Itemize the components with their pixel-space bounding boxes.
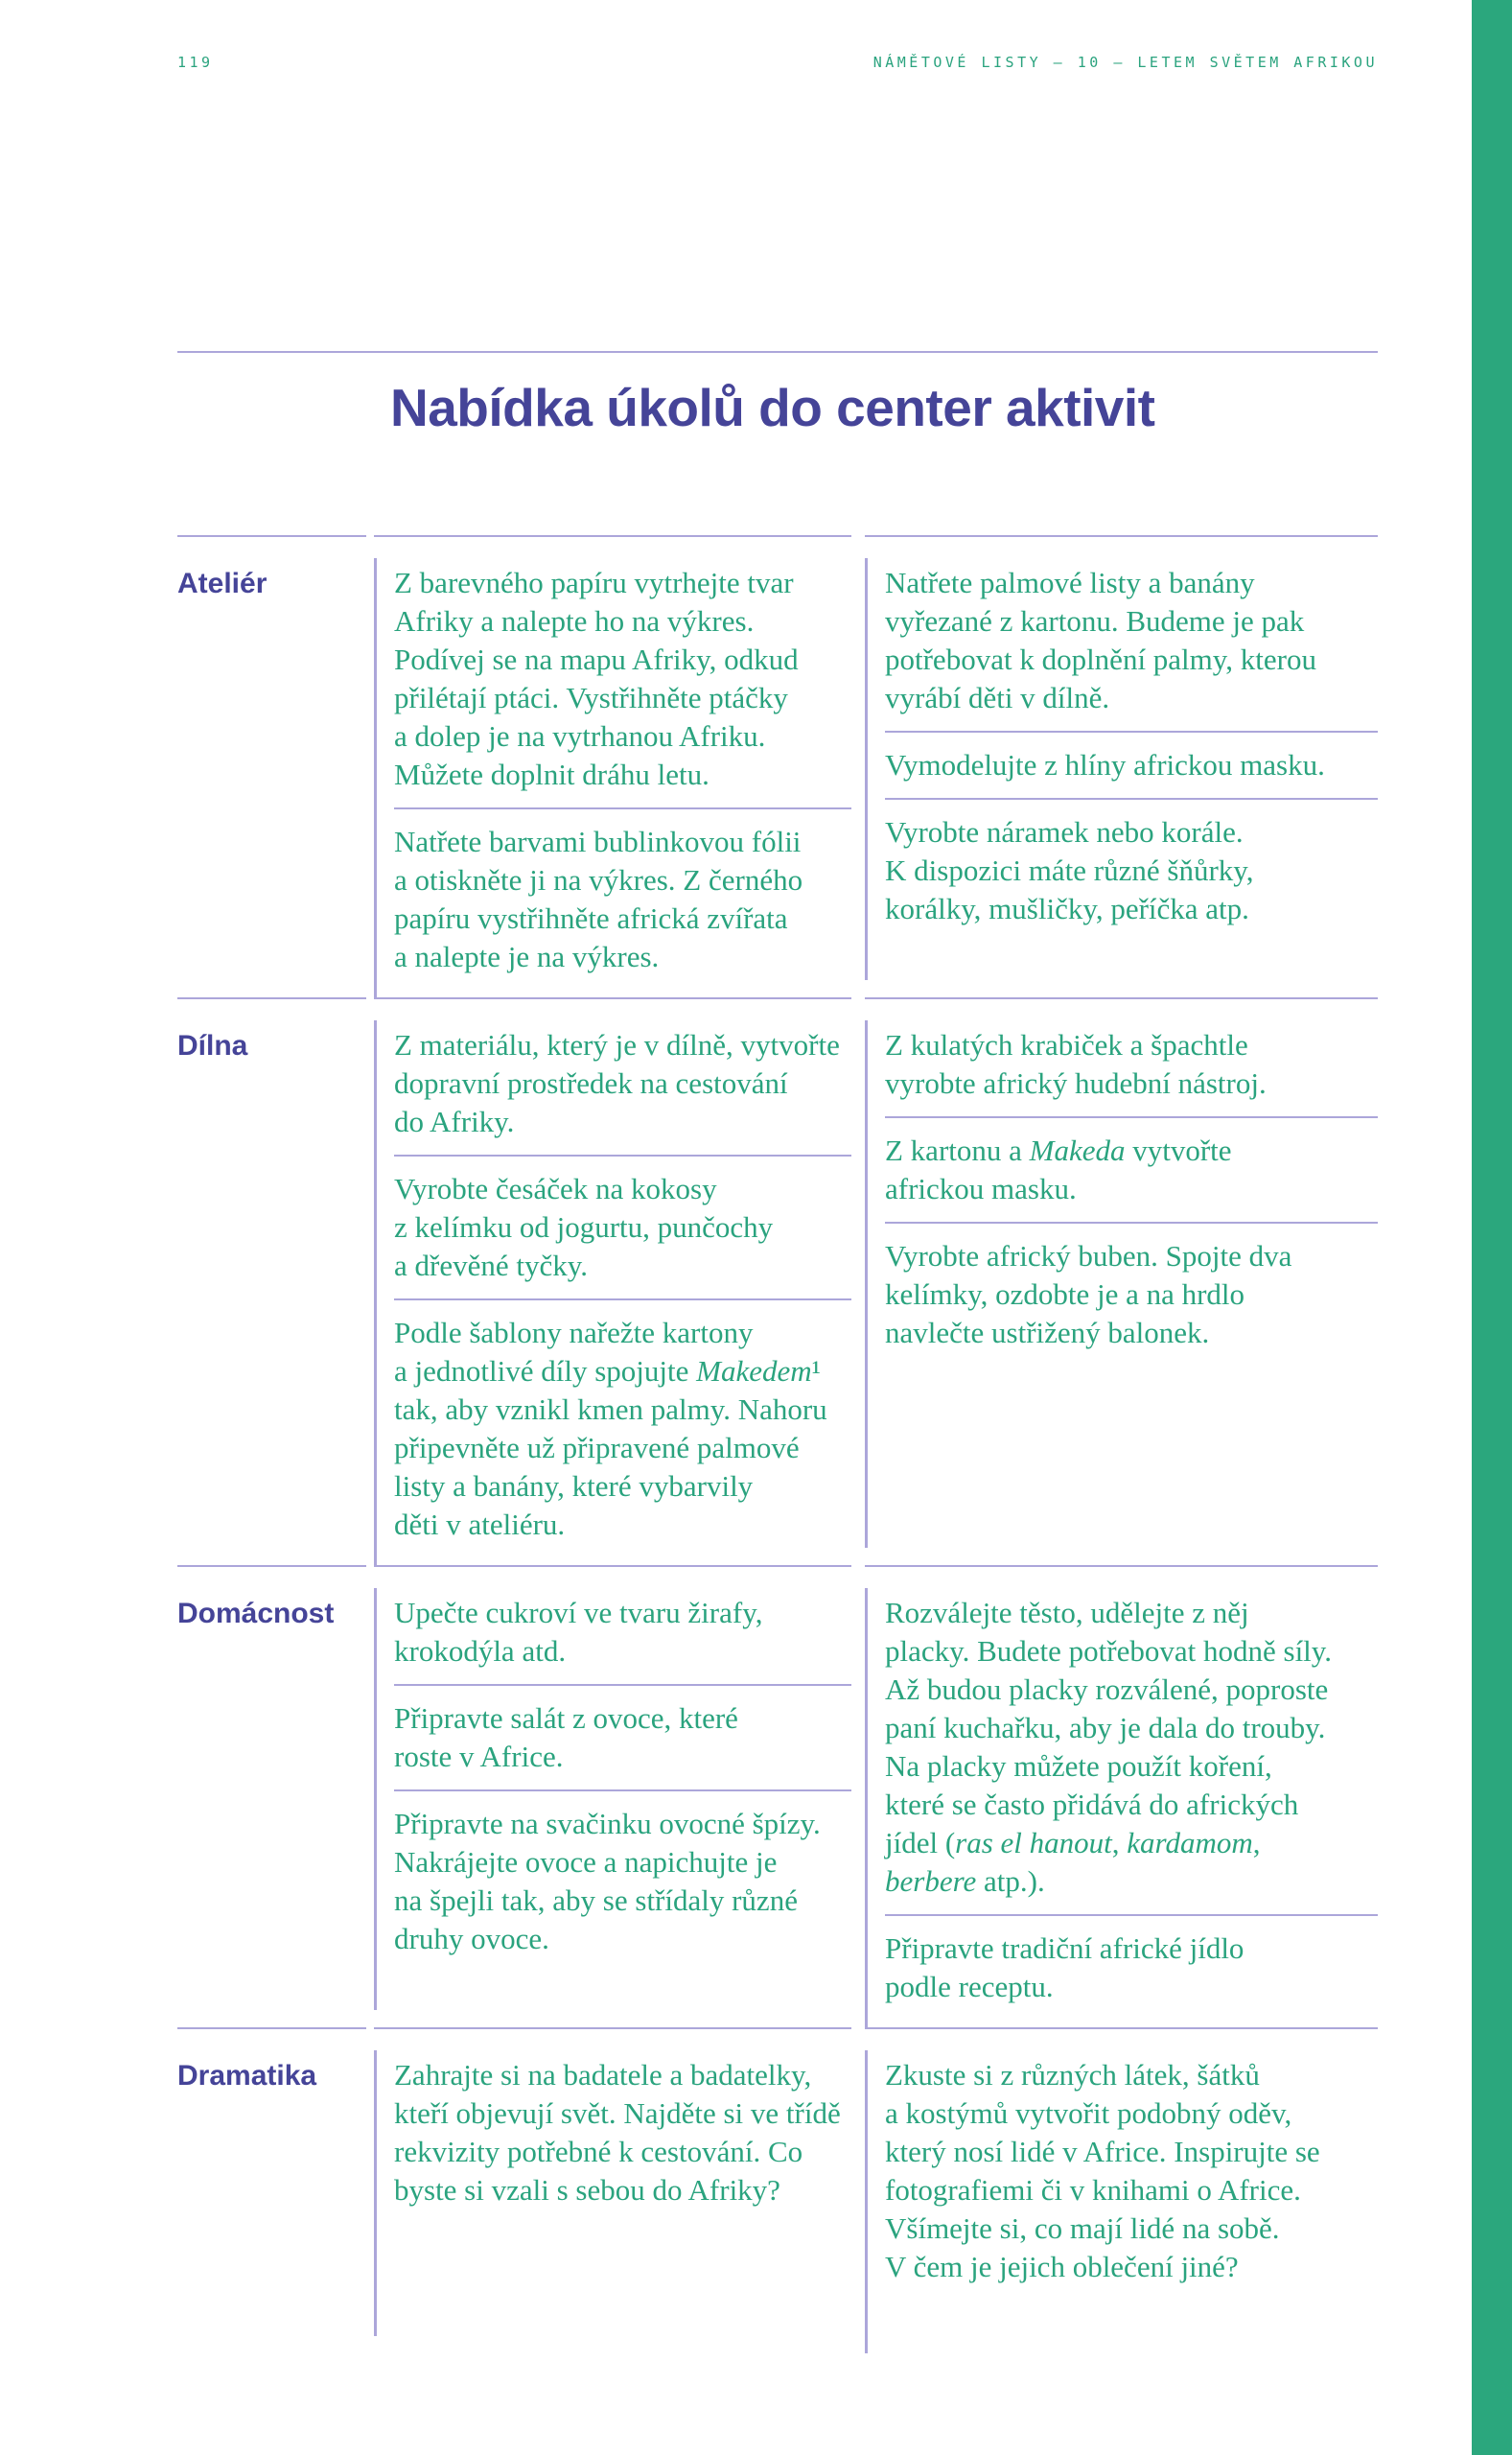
task-column-1 [374, 1565, 851, 2027]
task-column-content [865, 1020, 1378, 1548]
section-domacnost [177, 1565, 1378, 2027]
section-atelier [177, 535, 1378, 997]
task-column-1 [374, 535, 851, 997]
block-separator [885, 1222, 1378, 1224]
block-separator [394, 1298, 851, 1300]
block-separator [394, 1155, 851, 1157]
running-head [177, 54, 1378, 71]
task-column-2 [865, 1565, 1378, 2027]
section-dramatika [177, 2027, 1378, 2353]
task-block: Připravte tradiční africké jídlo podle receptu. [885, 1931, 1244, 2003]
block-separator [394, 1789, 851, 1791]
task-column-content [374, 1020, 851, 1565]
task-block: Z kartonu a Makeda vytvořte africkou masku. [885, 1134, 1232, 1205]
task-column-2 [865, 535, 1378, 997]
block-separator [394, 1684, 851, 1686]
task-column-2 [865, 997, 1378, 1565]
block-separator [885, 798, 1378, 800]
page-content [177, 351, 1378, 2353]
section-label-cell [177, 535, 366, 997]
page-title: Nabídka úkolů do center aktivit [390, 378, 1155, 437]
block-separator [394, 807, 851, 809]
section-label-cell [177, 1565, 366, 2027]
task-column-content [865, 2050, 1378, 2353]
task-block: Připravte salát z ovoce, které roste v Africe. [394, 1701, 738, 1773]
section-label: Ateliér [177, 568, 268, 599]
page-number: 119 [177, 54, 214, 71]
task-block: Upečte cukroví ve tvaru žirafy, krokodýla atd. [394, 1596, 763, 1668]
task-block: Připravte na svačinku ovocné špízy. Nakrájejte ovoce a napichujte je na špejli tak, aby se střídaly různé druhy ovoce. [394, 1807, 821, 1955]
task-block: Natřete palmové listy a banány vyřezané z kartonu. Budeme je pak potřebovat k doplnění palmy, kterou vyrábí děti v dílně. [885, 566, 1316, 714]
task-block: Z materiálu, který je v dílně, vytvořte dopravní prostředek na cestování do Afriky. [394, 1028, 840, 1138]
title-divider [177, 351, 1378, 353]
task-block: Z kulatých krabiček a špachtle vyrobte africký hudební nástroj. [885, 1028, 1267, 1100]
task-block: Vyrobte africký buben. Spojte dva kelímky, ozdobte je a na hrdlo navlečte ustřižený balonek. [885, 1239, 1292, 1349]
section-label-cell [177, 997, 366, 1565]
running-header-title: NÁMĚTOVÉ LISTY – 10 – LETEM SVĚTEM AFRIKOU [872, 54, 1378, 71]
task-column-content [374, 558, 851, 997]
task-block: Podle šablony nařežte kartony a jednotlivé díly spojujte Makedem¹ tak, aby vznikl kmen palmy. Nahoru připevněte už připravené palmové listy a banány, které vybarvily děti v ateliéru. [394, 1316, 827, 1541]
task-column-1 [374, 997, 851, 1565]
task-block: Vymodelujte z hlíny africkou masku. [885, 748, 1325, 782]
green-edge-bar [1472, 0, 1512, 2455]
task-block: Zkuste si z různých látek, šátků a kostýmů vytvořit podobný oděv, který nosí lidé v Africe. Inspirujte se fotografiemi či v knihami o Africe. Všímejte si, co mají lidé na sobě. V čem je jejich oblečení jiné? [885, 2058, 1320, 2283]
task-column-content [865, 558, 1378, 980]
task-block: Z barevného papíru vytrhejte tvar Afriky a nalepte ho na výkres. Podívej se na mapu Afriky, odkud přilétají ptáci. Vystřihněte ptáčky a dolep je na vytrhanou Afriku. Můžete doplnit dráhu letu. [394, 566, 799, 791]
block-separator [885, 731, 1378, 733]
task-column-2 [865, 2027, 1378, 2353]
task-column-content [374, 1588, 851, 2010]
task-block: Vyrobte náramek nebo korále. K dispozici máte různé šňůrky, korálky, mušličky, peříčka atp. [885, 815, 1254, 925]
block-separator [885, 1116, 1378, 1118]
task-column-content [374, 2050, 851, 2336]
task-column-content [865, 1588, 1378, 2027]
task-block: Natřete barvami bublinkovou fólii a otiskněte ji na výkres. Z černého papíru vystřihněte africká zvířata a nalepte je na výkres. [394, 825, 803, 973]
section-label-cell [177, 2027, 366, 2353]
section-label: Dramatika [177, 2060, 317, 2092]
task-block: Zahrajte si na badatele a badatelky, kteří objevují svět. Najděte si ve třídě rekvizity potřebné k cestování. Co byste si vzali s sebou do Afriky? [394, 2058, 841, 2207]
task-block: Vyrobte česáček na kokosy z kelímku od jogurtu, punčochy a dřevěné tyčky. [394, 1172, 774, 1282]
section-label: Domácnost [177, 1598, 335, 1629]
block-separator [885, 1914, 1378, 1916]
section-label: Dílna [177, 1030, 248, 1062]
section-dilna [177, 997, 1378, 1565]
task-column-1 [374, 2027, 851, 2353]
task-block: Rozválejte těsto, udělejte z něj placky. Budete potřebovat hodně síly. Až budou placky rozválené, poproste paní kuchařku, aby je dala do trouby. Na placky můžete použít koření, které se často přidává do afrických jídel (ras el hanout, kardamom, berbere atp.). [885, 1596, 1333, 1898]
